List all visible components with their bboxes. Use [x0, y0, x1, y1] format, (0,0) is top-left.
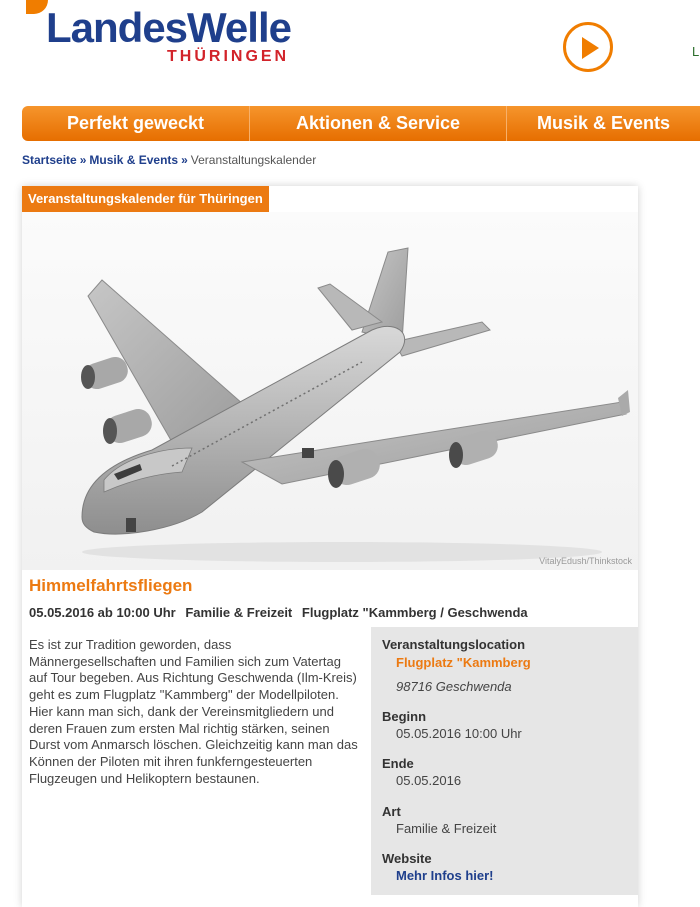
location-city: 98716 Geschwenda — [396, 679, 512, 694]
event-meta — [29, 605, 534, 620]
site-logo-subtitle: THÜRINGEN — [167, 48, 290, 65]
begin-value: 05.05.2016 10:00 Uhr — [396, 726, 522, 741]
nav-item-perfekt-geweckt[interactable]: Perfekt geweckt — [22, 106, 250, 141]
begin-label: Beginn — [382, 709, 427, 724]
nav-item-musik-events[interactable]: Musik & Events — [536, 113, 671, 133]
airplane-illustration — [22, 212, 638, 570]
event-category: Familie & Freizeit — [185, 605, 293, 620]
event-datetime: 05.05.2016 ab 10:00 Uhr — [29, 605, 176, 620]
event-title: Himmelfahrtsfliegen — [29, 576, 193, 595]
website-link[interactable]: Mehr Infos hier! — [396, 868, 494, 883]
event-description: Es ist zur Tradition geworden, dass Männergesellschaften und Familien sich zum Vatertag auf Tour begeben. Aus Richtung Geschwenda (Ilm-Kreis) geht es zum Flugplatz "Kammberg" der Modellpiloten. Hier kann man sich, dank der Vereinsmitgliedern und deren Frauen zum ersten Mal richtig stärken, seinen Durst vom Anmarsch löschen. Gleichzeitig kann man das Können der Piloten mit ihren funkferngesteuerten Flugzeugen und Helikoptern bestaunen. — [29, 637, 358, 786]
breadcrumb-section[interactable]: Musik & Events — [89, 153, 179, 167]
location-label: Veranstaltungslocation — [382, 637, 526, 652]
logo-swoosh — [26, 0, 48, 14]
nav-item-aktionen-service[interactable]: Aktionen & Service — [250, 106, 507, 141]
event-card — [22, 186, 638, 907]
play-icon — [580, 36, 600, 60]
end-label: Ende — [382, 756, 414, 771]
event-info-panel — [371, 627, 638, 895]
breadcrumb — [22, 153, 316, 167]
event-location: Flugplatz "Kammberg / Geschwenda — [301, 605, 528, 620]
breadcrumb-home[interactable]: Startseite — [22, 153, 77, 167]
event-image — [22, 212, 638, 570]
location-link[interactable]: Flugplatz "Kammberg — [396, 655, 531, 670]
site-logo[interactable]: LandesWelle — [46, 4, 291, 51]
breadcrumb-separator: » — [79, 153, 87, 167]
breadcrumb-current: Veranstaltungskalender — [190, 153, 317, 167]
type-label: Art — [382, 804, 401, 819]
header-cut-text: L — [692, 44, 700, 59]
type-value: Familie & Freizeit — [396, 821, 497, 836]
main-nav — [22, 106, 700, 141]
end-value: 05.05.2016 — [396, 773, 462, 788]
play-stream-button[interactable] — [563, 22, 613, 72]
card-tab-title: Veranstaltungskalender für Thüringen — [22, 186, 269, 212]
image-credit: VitalyEdush/Thinkstock — [539, 556, 632, 566]
website-label: Website — [382, 851, 432, 866]
breadcrumb-separator: » — [181, 153, 188, 167]
